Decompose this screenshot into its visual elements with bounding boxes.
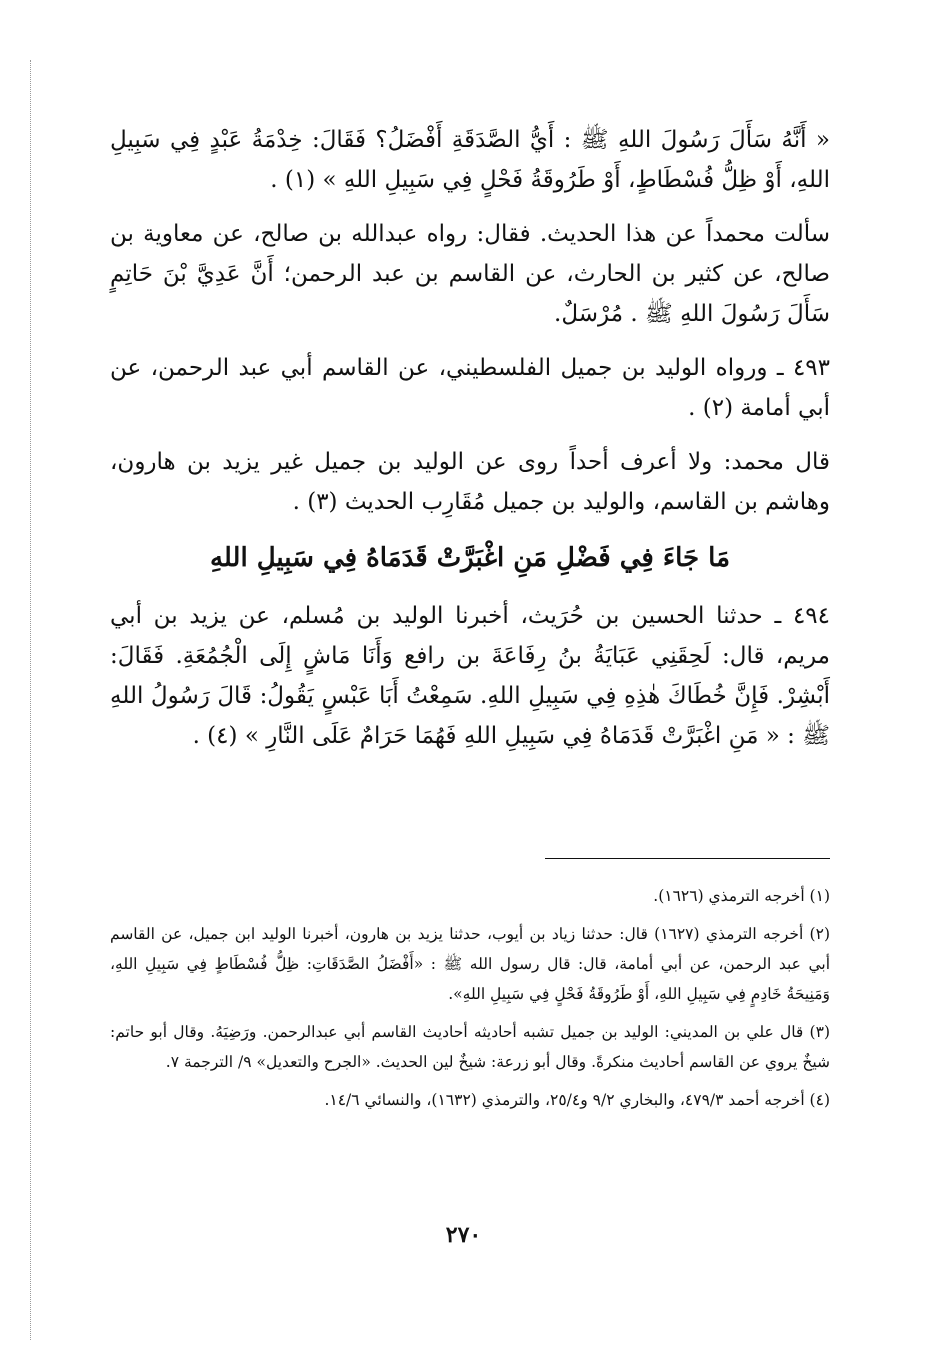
- footnotes-section: [110, 858, 830, 1123]
- commentary-paragraph: سألت محمداً عن هذا الحديث. فقال: رواه عبدالله بن صالح، عن معاوية بن صالح، عن كثير بن الحارث، عن القاسم بن عبد الرحمن؛ أَنَّ عَدِيَّ بْنَ حَاتِمٍ سَأَلَ رَسُولَ اللهِ ﷺ . مُرْسَلٌ.: [110, 221, 830, 327]
- footnote-4: (٤) أخرجه أحمد ٤٧٩/٣، والبخاري ٩/٢ و٢٥/٤، والترمذي (١٦٣٢)، والنسائي ١٤/٦.: [324, 1091, 830, 1109]
- footnote-1: (١) أخرجه الترمذي (١٦٢٦).: [653, 887, 830, 905]
- footnote-2: (٢) أخرجه الترمذي (١٦٢٧) قال: حدثنا زياد بن أيوب، حدثنا يزيد بن هارون، أخبرنا الوليد ابن جميل، عن القاسم أبي عبد الرحمن، عن أبي أمامة، قال: قال رسول الله ﷺ : «أَفْضَلُ الصَّدَقَاتِ: ظِلُّ فُسْطَاطٍ فِي سَبِيلِ اللهِ، وَمَنِيحَةُ خَادِمٍ فِي سَبِيلِ اللهِ، أَوْ طَرُوقَةُ فَحْلٍ فِي سَبِيلِ اللهِ».: [110, 925, 830, 1003]
- hadith-494-paragraph: ٤٩٤ ـ حدثنا الحسين بن حُرَيث، أخبرنا الوليد بن مُسلم، عن يزيد بن أبي مريم، قال: لَحِقَنِي عَبَايَةُ بنُ رِفَاعَةَ بن رافع وَأَنَا مَاشٍ إِلَى الْجُمُعَةِ. فَقَالَ: أَبْشِرْ. فَإِنَّ خُطَاكَ هٰذِهِ فِي سَبِيلِ اللهِ. سَمِعْتُ أَبَا عَبْسٍ يَقُولُ: قَالَ رَسُولُ اللهِ ﷺ : « مَنِ اغْبَرَّتْ قَدَمَاهُ فِي سَبِيلِ اللهِ فَهُمَا حَرَامٌ عَلَى النَّارِ » (٤) .: [110, 603, 830, 749]
- commentary-paragraph-2: قال محمد: ولا أعرف أحداً روى عن الوليد بن جميل غير يزيد بن هارون، وهاشم بن القاسم، والوليد بن جميل مُقَارِب الحديث (٣) .: [110, 449, 830, 515]
- page-number: ٢٧٠: [445, 1222, 482, 1248]
- footnote-separator: [545, 858, 830, 859]
- main-text: [110, 120, 830, 770]
- footnote-3: (٣) قال علي بن المديني: الوليد بن جميل تشبه أحاديثه أحاديث القاسم أبي عبدالرحمن. ورَضِيَهُ. وقال أبو حاتم: شيخٌ يروي عن القاسم أحاديث منكرةً. وقال أبو زرعة: شيخٌ لين الحديث. «الجرح والتعديل» ٩/ الترجمة ٧.: [110, 1023, 830, 1071]
- binding-margin-line: [30, 60, 31, 1340]
- hadith-text-paragraph: « أَنَّهُ سَأَلَ رَسُولَ اللهِ ﷺ : أَيُّ الصَّدَقَةِ أَفْضَلُ؟ فَقَالَ: خِدْمَةُ عَبْدٍ فِي سَبِيلِ اللهِ، أَوْ ظِلُّ فُسْطَاطٍ، أَوْ طَرُوقَةُ فَحْلٍ فِي سَبِيلِ اللهِ » (١) .: [110, 127, 830, 193]
- hadith-493-paragraph: ٤٩٣ ـ ورواه الوليد بن جميل الفلسطيني، عن القاسم أبي عبد الرحمن، عن أبي أمامة (٢) .: [110, 355, 830, 421]
- chapter-heading: مَا جَاءَ فِي فَضْلِ مَنِ اغْبَرَّتْ قَدَمَاهُ فِي سَبِيلِ اللهِ: [209, 543, 730, 573]
